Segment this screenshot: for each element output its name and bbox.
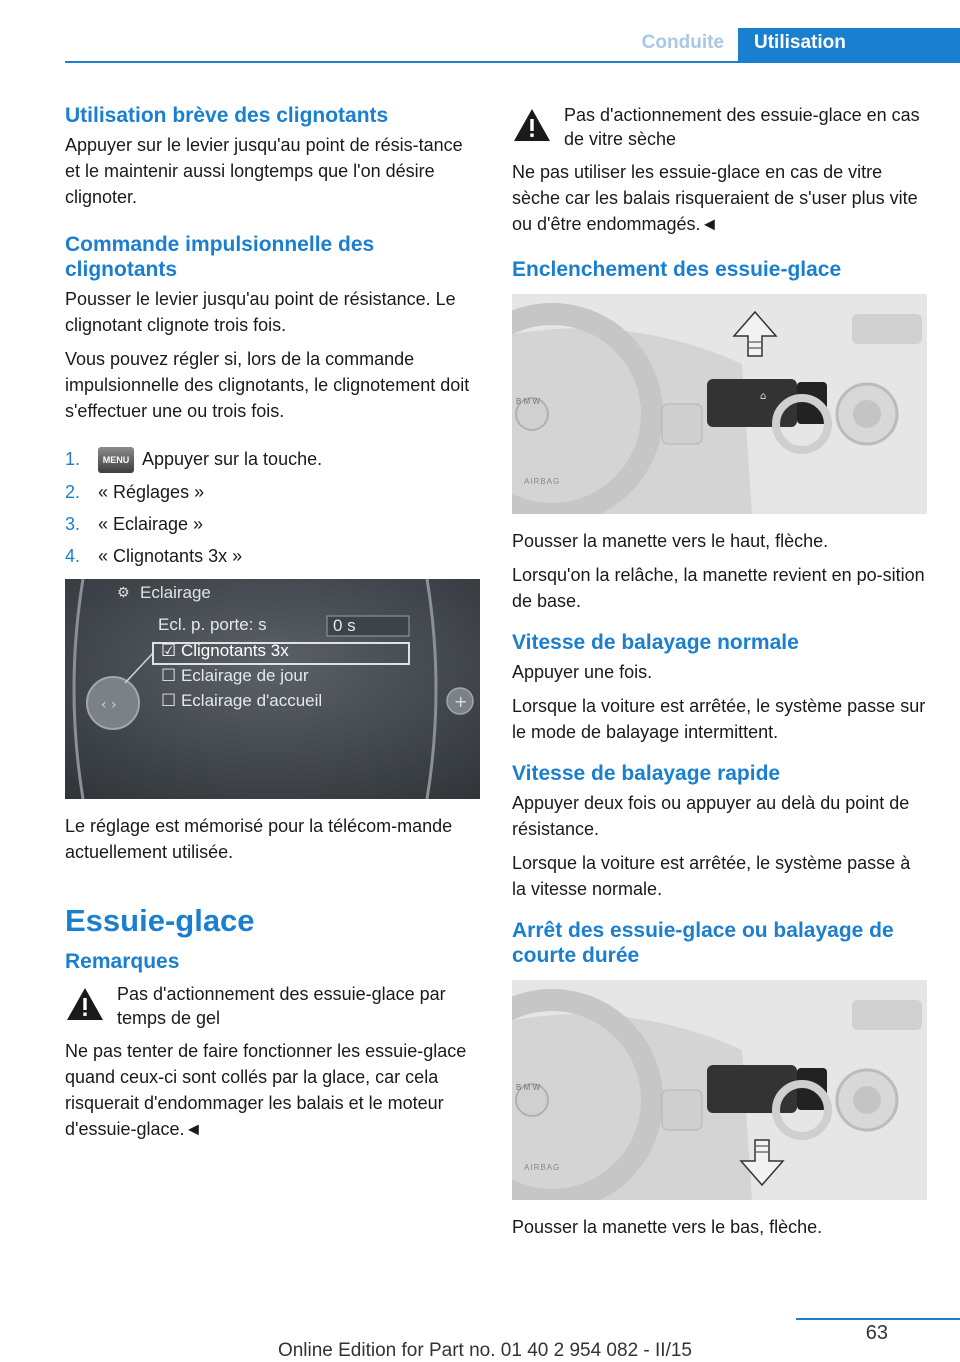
step-number: 2.	[65, 482, 81, 503]
steps-list	[65, 446, 480, 569]
step-text: « Eclairage »	[98, 514, 204, 535]
list-item	[65, 446, 480, 473]
text-rapide-1: Appuyer deux fois ou appuyer au delà du point de résistance.	[512, 793, 910, 839]
tab-conduite[interactable]: Conduite	[641, 32, 724, 53]
screen-item-checked: ☑ Clignotants 3x	[161, 641, 289, 661]
tab-utilisation[interactable]: Utilisation	[738, 28, 960, 63]
text-rapide-2: Lorsque la voiture est arrêtée, le système passe à la vitesse normale.	[512, 853, 911, 899]
menu-button-icon: MENU	[98, 447, 134, 473]
step-number: 1.	[65, 449, 81, 469]
text-releche: Lorsqu'on la relâche, la manette revient en po-sition de base.	[512, 565, 925, 611]
list-item	[65, 511, 480, 537]
header	[0, 28, 960, 62]
bmw-logo: B M W	[516, 1083, 540, 1092]
wiper-lever-down-figure	[512, 980, 927, 1200]
heading-essuie-glace: Essuie-glace	[65, 903, 255, 939]
list-item	[65, 479, 480, 505]
warning-icon	[512, 107, 552, 143]
warning-title: Pas d'actionnement des essuie-glace en cas de vitre sèche	[564, 105, 920, 149]
heading-breve: Utilisation brève des clignotants	[65, 104, 389, 127]
idrive-screen-figure	[65, 579, 480, 799]
page-number: 63	[865, 1322, 888, 1344]
airbag-label: AIRBAG	[524, 477, 561, 486]
edition-line: Online Edition for Part no. 01 40 2 954 082 - II/15	[277, 1340, 692, 1361]
text-impulsionnelle-2: Vous pouvez régler si, lors de la commande impulsionnelle des clignotants, le clignotement doit s'effectuer une ou trois fois.	[65, 349, 470, 421]
screen-item: ☐ Eclairage de jour	[161, 666, 309, 686]
step-number: 4.	[65, 546, 81, 567]
footer-rule	[796, 1318, 960, 1320]
bmw-logo: B M W	[516, 397, 540, 406]
text-vitre-seche: Ne pas utiliser les essuie-glace en cas de vitre sèche car les balais risqueraient de s'user plus vite ou d'être endommagés.◄	[512, 162, 918, 234]
text-breve: Appuyer sur le levier jusqu'au point de résis-tance et le maintenir aussi longtemps que l'on désire clignoter.	[65, 135, 463, 207]
step-text: « Réglages »	[98, 482, 205, 503]
warning-gel	[65, 982, 480, 1030]
heading-impulsionnelle: Commande impulsionnelle des clignotants	[65, 233, 375, 281]
list-item	[65, 543, 480, 569]
wiper-lever-up-figure	[512, 294, 927, 514]
text-normale-1: Appuyer une fois.	[512, 662, 653, 682]
svg-text:‹ ›: ‹ ›	[101, 697, 117, 714]
step-text: « Clignotants 3x »	[98, 546, 243, 567]
heading-rapide: Vitesse de balayage rapide	[512, 762, 781, 785]
caption-bas: Pousser la manette vers le bas, flèche.	[512, 1217, 823, 1237]
airbag-label: AIRBAG	[524, 1163, 561, 1172]
text-gel: Ne pas tenter de faire fonctionner les essuie-glace quand ceux-ci sont collés par la glace, car cela risquerait d'endommager les balais et le moteur d'essuie-glace.◄	[65, 1041, 467, 1140]
svg-text:⌂: ⌂	[760, 391, 767, 402]
screen-row-value: 0 s	[333, 616, 356, 636]
svg-text:+: +	[454, 692, 468, 712]
screen-title: Eclairage	[140, 583, 211, 603]
left-column	[65, 103, 480, 1150]
heading-normale: Vitesse de balayage normale	[512, 631, 799, 654]
heading-arret: Arrêt des essuie-glace ou balayage de courte durée	[512, 919, 894, 967]
heading-enclenchement: Enclenchement des essuie-glace	[512, 258, 842, 281]
checkbox-icon: ☐	[161, 691, 181, 711]
text-normale-2: Lorsque la voiture est arrêtée, le système passe sur le mode de balayage intermittent.	[512, 696, 926, 742]
screen-item: ☐ Eclairage d'accueil	[161, 691, 323, 711]
warning-title: Pas d'actionnement des essuie-glace par temps de gel	[117, 984, 446, 1029]
warning-icon	[65, 986, 105, 1022]
text-memorise: Le réglage est mémorisé pour la télécom-mande actuellement utilisée.	[65, 816, 453, 863]
footer	[0, 1318, 960, 1362]
right-column	[512, 103, 927, 1248]
warning-vitre-seche	[512, 103, 927, 151]
text-impulsionnelle-1: Pousser le levier jusqu'au point de résistance. Le clignotant clignote trois fois.	[65, 289, 456, 335]
screen-row-label: Ecl. p. porte: s	[158, 615, 267, 635]
caption-haut: Pousser la manette vers le haut, flèche.	[512, 531, 829, 551]
header-rule	[65, 61, 960, 63]
svg-text:⚙: ⚙	[117, 585, 130, 602]
checkbox-icon: ☐	[161, 666, 181, 686]
heading-remarques: Remarques	[65, 950, 180, 974]
step-text: Appuyer sur la touche.	[142, 449, 323, 469]
step-number: 3.	[65, 514, 81, 535]
checkmark-icon: ☑	[161, 641, 181, 661]
